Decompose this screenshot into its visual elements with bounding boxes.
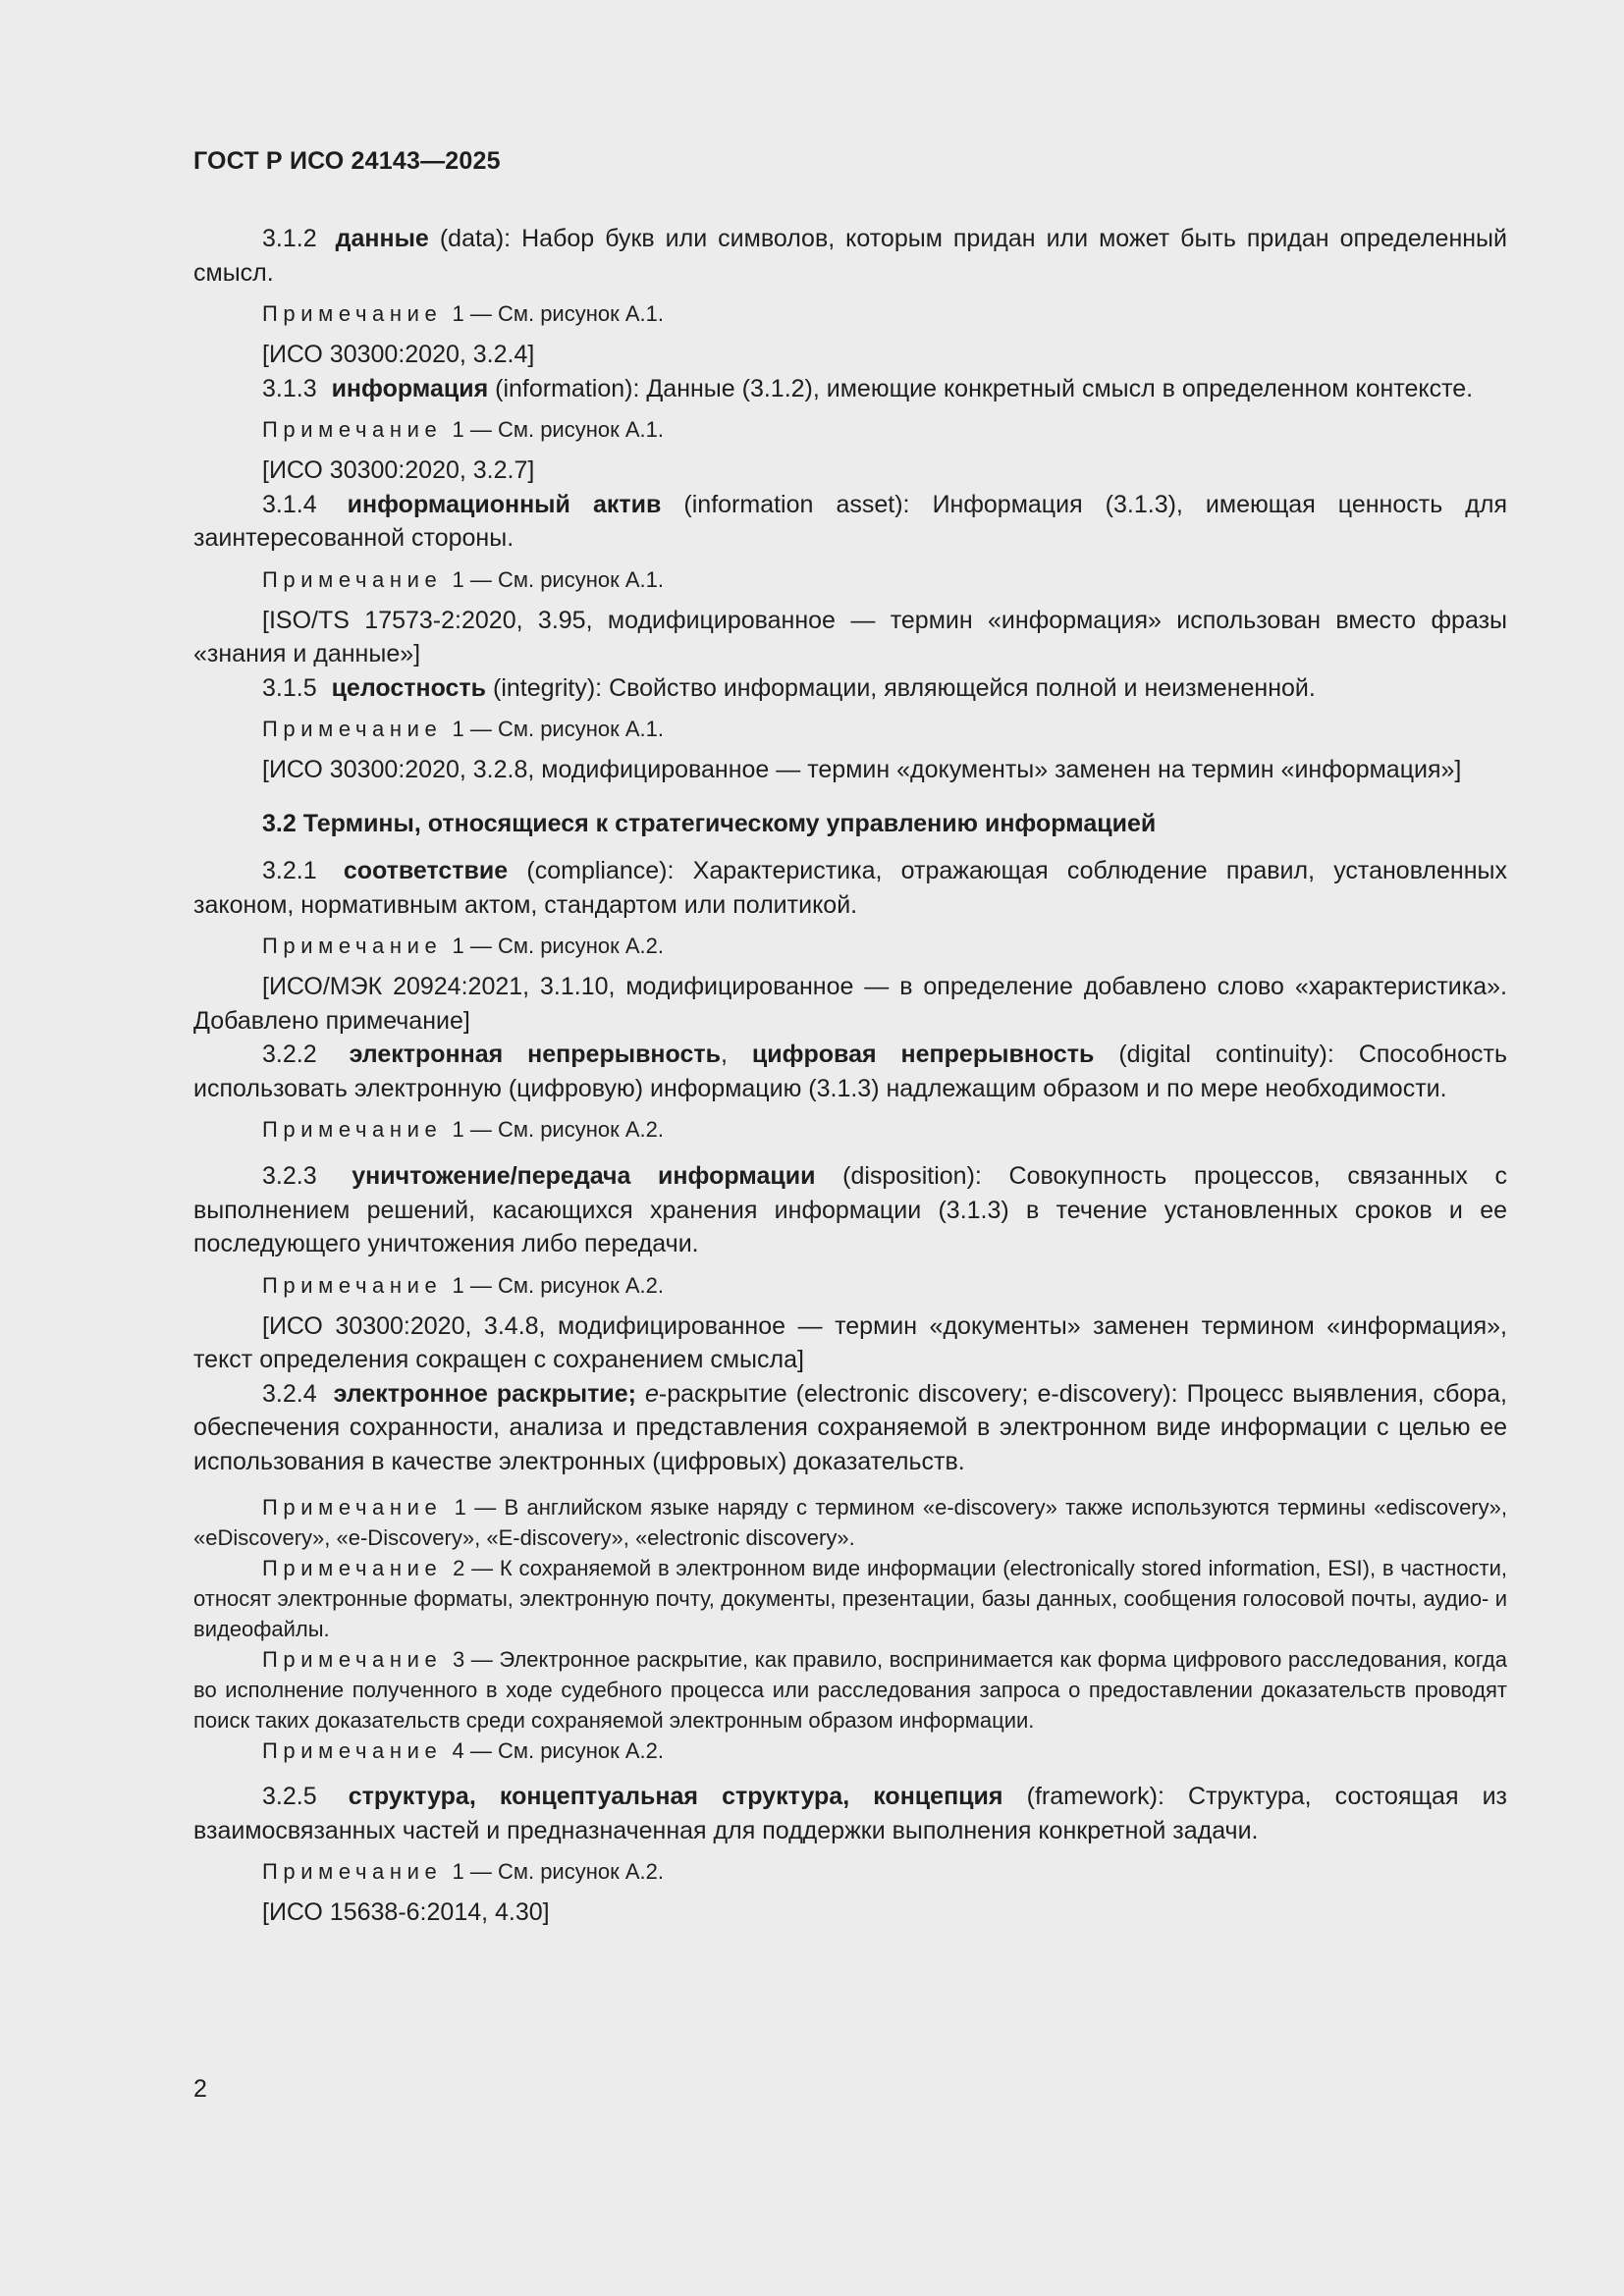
note-text: — См. рисунок А.2. xyxy=(469,934,664,958)
note xyxy=(193,1270,1507,1301)
note xyxy=(193,1856,1507,1887)
note xyxy=(193,298,1507,329)
term-english: (data): xyxy=(439,225,512,252)
spacer xyxy=(193,1766,1507,1780)
spacer xyxy=(193,1478,1507,1492)
term-english: (electronic discovery; e-discovery): xyxy=(795,1379,1178,1408)
note-number: 1 xyxy=(452,1272,464,1298)
note-label: Примечание xyxy=(262,1495,443,1520)
term-entry-3-1-4 xyxy=(193,488,1507,556)
term-english: (information asset): xyxy=(683,490,910,518)
term-number: 3.1.2 xyxy=(262,225,317,252)
note xyxy=(193,1492,1507,1553)
term-english: (integrity): xyxy=(493,673,603,702)
note-text: — См. рисунок А.2. xyxy=(469,1738,664,1763)
term-definition: Характеристика, отражающая соблюдение правил, установленных законом, нормативным актом, стандартом или политикой. xyxy=(193,857,1507,919)
term-name: структура, концептуальная структура, концепция xyxy=(348,1783,1003,1810)
note-label: Примечание xyxy=(262,566,443,592)
term-definition: Набор букв или символов, которым придан или может быть придан определенный смысл. xyxy=(193,225,1507,287)
note-label: Примечание xyxy=(262,1859,443,1884)
note xyxy=(193,931,1507,961)
term-entry-3-2-3 xyxy=(193,1159,1507,1261)
note-number: 1 xyxy=(454,1495,466,1520)
term-definition: Данные (3.1.2), имеющие конкретный смысл в определенном контексте. xyxy=(646,374,1474,402)
note-label: Примечание xyxy=(262,1272,443,1298)
term-number: 3.1.5 xyxy=(262,673,317,702)
term-name: целостность xyxy=(331,673,487,702)
term-definition: Способность использовать электронную (цифровую) информацию (3.1.3) надлежащим образом и по мере необходимости. xyxy=(193,1041,1507,1102)
term-english: (digital continuity): xyxy=(1118,1041,1334,1068)
term-alt-rest: -раскрытие xyxy=(658,1379,787,1408)
note-text: — В английском языке наряду с термином «e-discovery» также используются термины «ediscovery», «eDiscovery», «e-Discovery», «E-discovery», «electronic discovery». xyxy=(193,1495,1507,1550)
note-text: — См. рисунок А.2. xyxy=(469,1272,664,1298)
page-body xyxy=(193,222,1507,1930)
term-definition: Информация (3.1.3), имеющая ценность для заинтересованной стороны. xyxy=(193,490,1508,552)
note-number: 1 xyxy=(452,1117,464,1142)
term-name-synonym: цифровая непрерывность xyxy=(751,1041,1095,1068)
term-number: 3.2.3 xyxy=(262,1162,317,1190)
note-label: Примечание xyxy=(262,417,443,442)
note-label: Примечание xyxy=(262,1647,443,1672)
term-alt-prefix: e xyxy=(644,1379,659,1408)
term-number: 3.1.4 xyxy=(262,490,317,518)
source-reference: [ISO/TS 17573-2:2020, 3.95, модифицированное — термин «информация» использован вместо фразы «знания и данные»] xyxy=(193,606,1507,667)
note-number: 1 xyxy=(452,417,464,442)
source-reference: [ИСО 30300:2020, 3.2.4] xyxy=(262,341,535,368)
term-definition: Свойство информации, являющейся полной и неизмененной. xyxy=(609,673,1316,702)
section-heading-3-2: 3.2 Термины, относящиеся к стратегическому управлению информацией xyxy=(262,809,1157,837)
note-text: — См. рисунок А.2. xyxy=(469,1859,664,1884)
note-text: — Электронное раскрытие, как правило, воспринимается как форма цифрового расследования, когда во исполнение полученного в ходе судебного процесса или расследования запроса о предоставлении доказательств проводят поиск таких доказательств среди сохраняемой электронным образом информации. xyxy=(193,1647,1507,1733)
term-name: уничтожение/передача информации xyxy=(352,1162,816,1190)
term-english: (disposition): xyxy=(842,1162,982,1190)
note-number: 3 xyxy=(452,1647,465,1672)
note-text: — См. рисунок А.1. xyxy=(469,717,664,741)
term-english: (framework): xyxy=(1026,1783,1164,1810)
note-label: Примечание xyxy=(262,1738,443,1763)
term-entry-3-1-2 xyxy=(193,222,1507,290)
note-label: Примечание xyxy=(262,717,443,741)
term-entry-3-2-2 xyxy=(193,1038,1507,1105)
term-entry-3-1-3 xyxy=(193,372,1507,406)
note-text: — К сохраняемой в электронном виде информации (electronically stored information, ESI), в частности, относят электронные форматы, электронную почту, документы, презентации, базы данных, сообщения голосовой почты, аудио- и видеофайлы. xyxy=(193,1556,1507,1641)
note-number: 1 xyxy=(452,1859,464,1884)
term-entry-3-2-1 xyxy=(193,854,1507,922)
term-entry-3-1-5 xyxy=(193,671,1507,706)
term-entry-3-2-5 xyxy=(193,1780,1507,1847)
note-number: 1 xyxy=(452,934,464,958)
term-name: электронное раскрытие; xyxy=(333,1379,636,1408)
note-number: 1 xyxy=(452,717,464,741)
note-number: 1 xyxy=(452,301,464,326)
note xyxy=(193,1114,1507,1145)
page-number: 2 xyxy=(193,2075,207,2103)
note-label: Примечание xyxy=(262,1556,443,1580)
note-number: 2 xyxy=(453,1556,465,1580)
note-text: — См. рисунок А.1. xyxy=(469,566,664,592)
term-separator: , xyxy=(721,1041,752,1068)
note xyxy=(193,714,1507,744)
term-name: информационный актив xyxy=(347,490,662,518)
term-definition: Структура, состоящая из взаимосвязанных частей и предназначенная для поддержки выполнения конкретной задачи. xyxy=(193,1783,1508,1844)
term-entry-3-2-4 xyxy=(193,1377,1507,1479)
note-number: 4 xyxy=(452,1738,464,1763)
term-name: электронная непрерывность xyxy=(349,1041,721,1068)
source-reference: [ИСО 30300:2020, 3.4.8, модифицированное — термин «документы» заменен термином «информация», текст определения сокращен с сохранением смысла] xyxy=(193,1311,1507,1373)
source-reference: [ИСО 15638-6:2014, 4.30] xyxy=(262,1898,550,1926)
note xyxy=(193,1553,1507,1644)
source-reference: [ИСО 30300:2020, 3.2.7] xyxy=(262,456,535,484)
note xyxy=(193,1644,1507,1735)
term-definition: Совокупность процессов, связанных с выполнением решений, касающихся хранения информации (3.1.3) в течение установленных сроков и ее последующего уничтожения либо передачи. xyxy=(193,1162,1508,1257)
term-number: 3.2.2 xyxy=(262,1041,317,1068)
term-definition: Процесс выявления, сбора, обеспечения сохранности, анализа и представления сохраняемой в электронном виде информации с целью ее использования в качестве электронных (цифровых) доказательств. xyxy=(193,1379,1507,1475)
note-number: 1 xyxy=(452,566,464,592)
note-text: — См. рисунок А.1. xyxy=(469,417,664,442)
source-reference: [ИСО/МЭК 20924:2021, 3.1.10, модифицированное — в определение добавлено слово «характеристика». Добавлено примечание] xyxy=(193,973,1507,1035)
note-label: Примечание xyxy=(262,301,443,326)
note xyxy=(193,414,1507,445)
note xyxy=(193,564,1507,595)
source-reference: [ИСО 30300:2020, 3.2.8, модифицированное — термин «документы» заменен на термин «информация»] xyxy=(262,756,1462,783)
term-number: 3.2.4 xyxy=(262,1379,317,1408)
term-number: 3.2.1 xyxy=(262,857,317,884)
term-english: (information): xyxy=(495,374,640,402)
term-number: 3.1.3 xyxy=(262,374,317,402)
note xyxy=(193,1735,1507,1766)
document-designation: ГОСТ Р ИСО 24143—2025 xyxy=(193,147,501,175)
note-label: Примечание xyxy=(262,1117,443,1142)
term-name: информация xyxy=(331,374,489,402)
term-english: (compliance): xyxy=(526,857,675,884)
note-text: — См. рисунок А.1. xyxy=(469,301,664,326)
note-label: Примечание xyxy=(262,934,443,958)
term-number: 3.2.5 xyxy=(262,1783,317,1810)
note-text: — См. рисунок А.2. xyxy=(469,1117,664,1142)
term-name: данные xyxy=(335,225,429,252)
term-name: соответствие xyxy=(343,857,509,884)
